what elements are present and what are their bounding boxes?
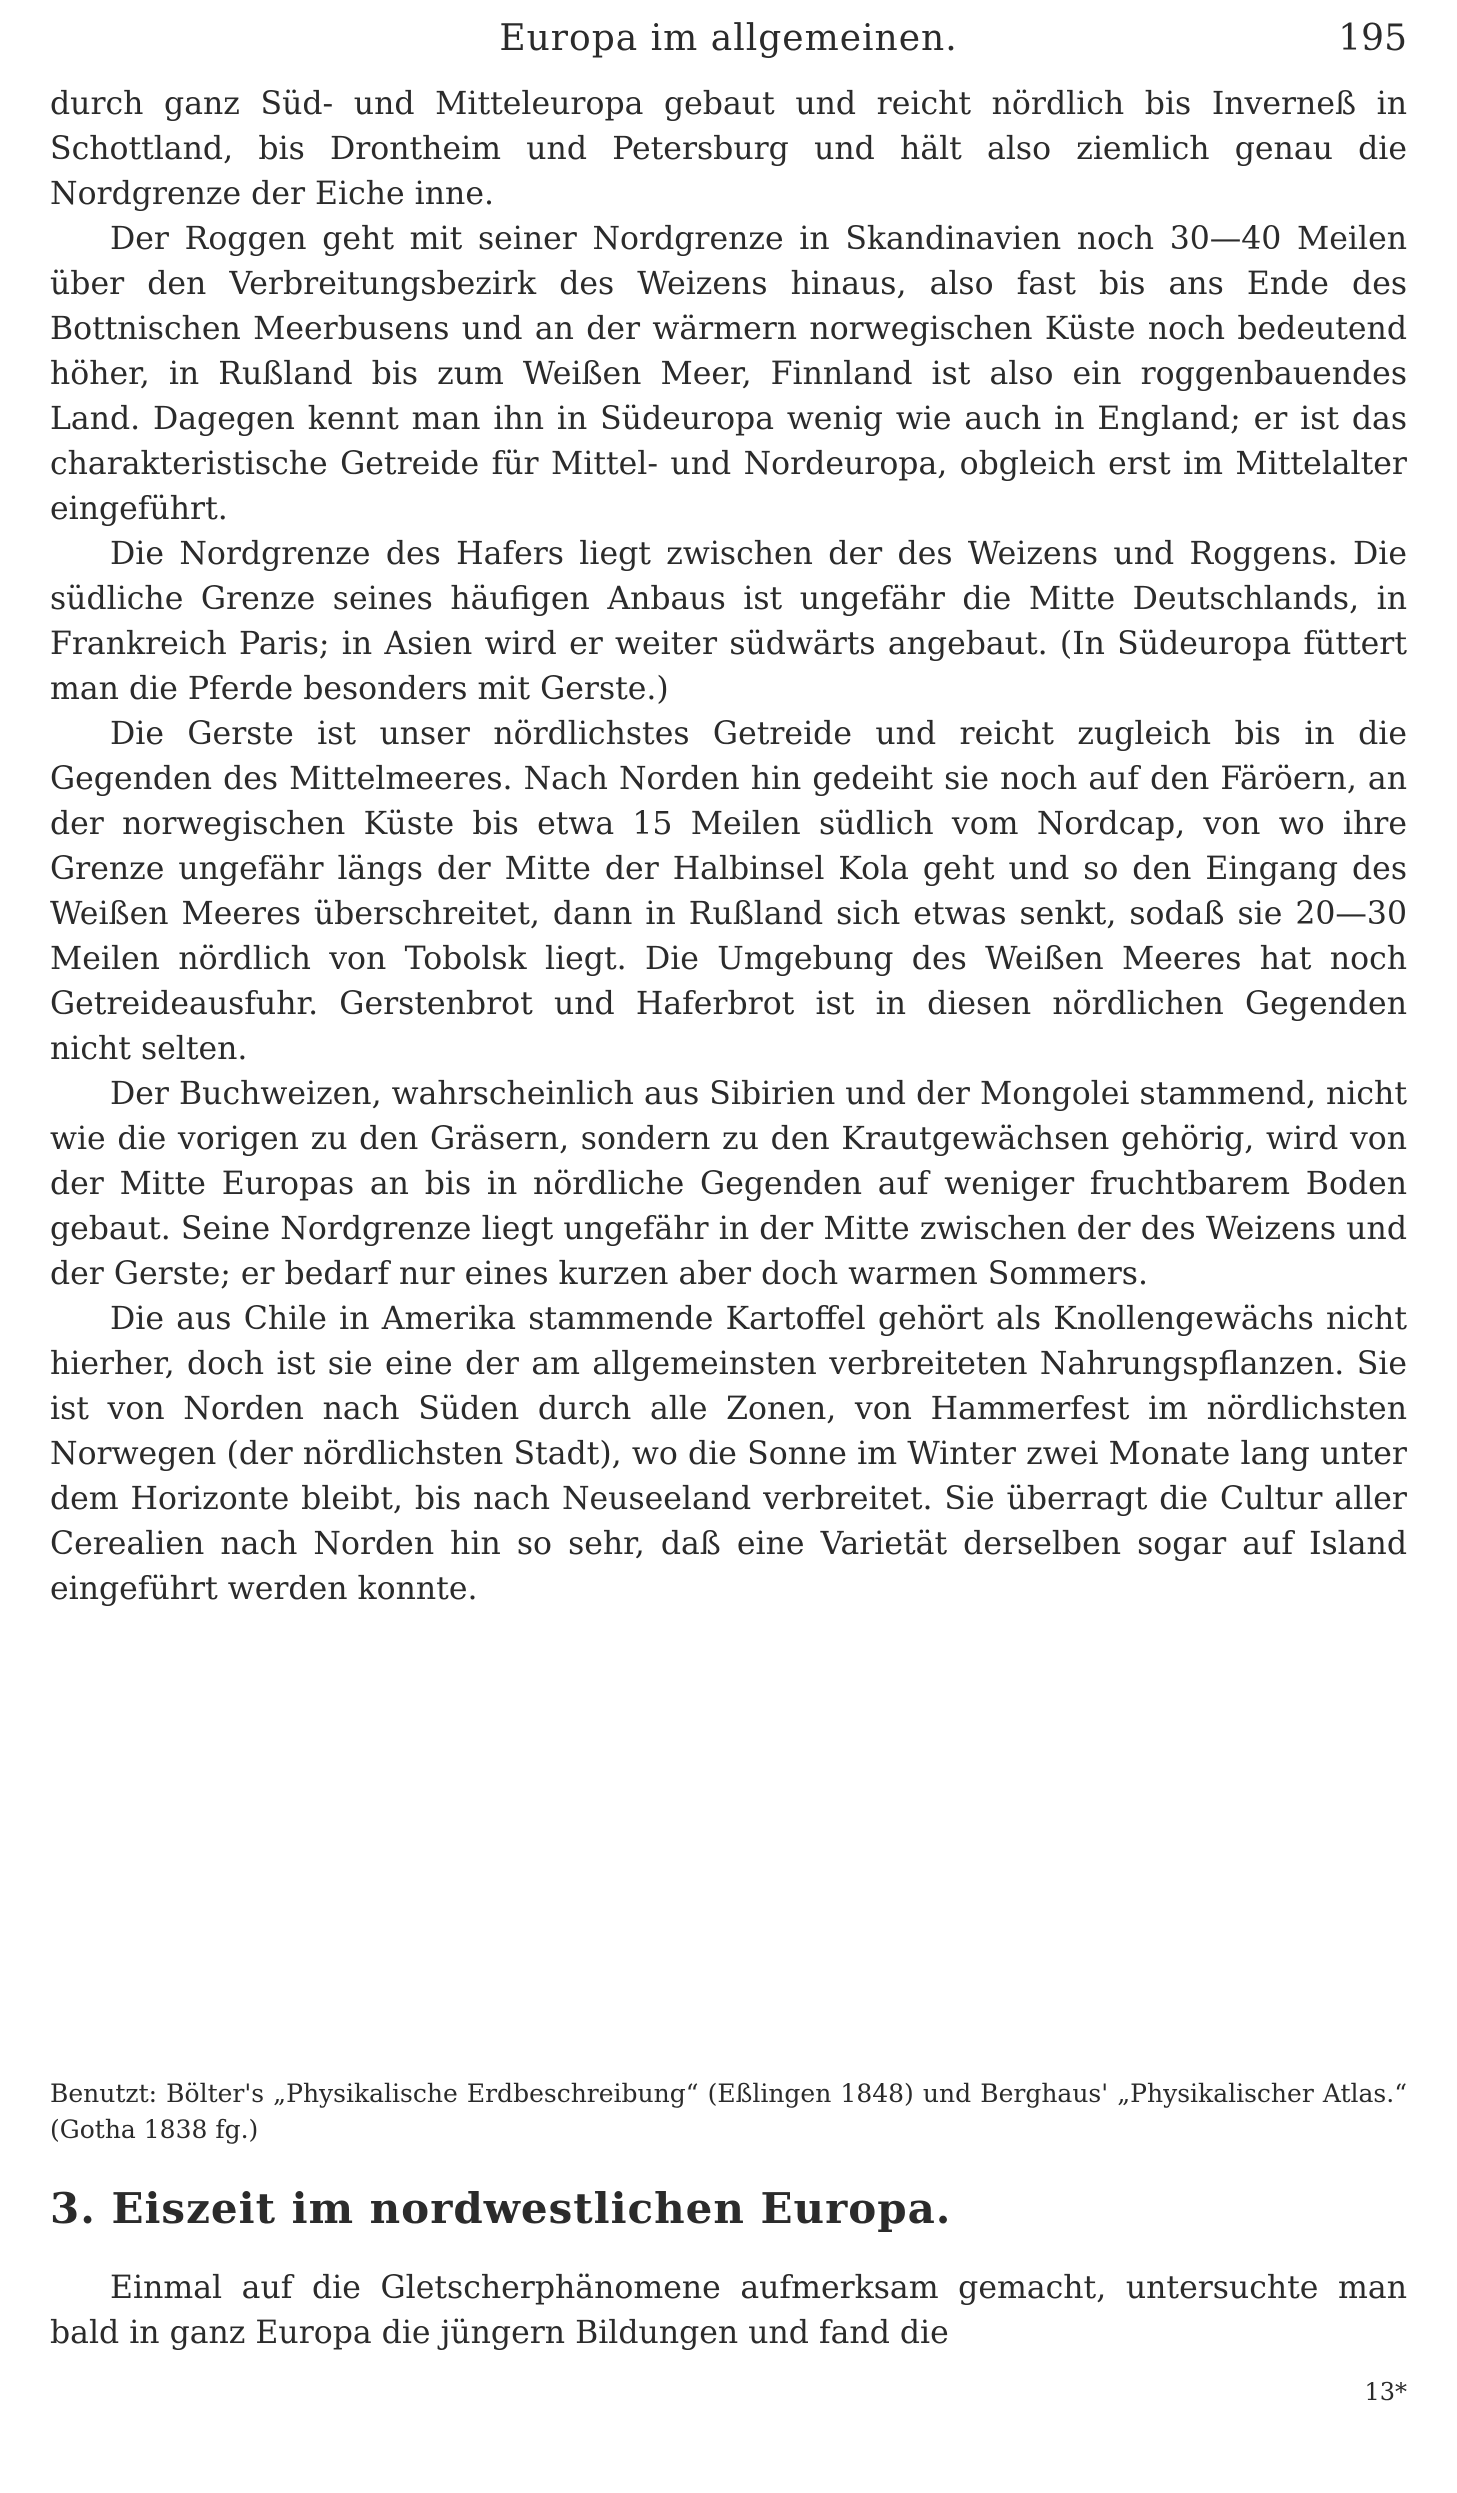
paragraph-kartoffel: Die aus Chile in Amerika stammende Kartoffel gehört als Knollengewächs nicht hierher, doch ist sie eine der am allgemeinsten verbreiteten Nahrungspflanzen. Sie ist von Norden nach Süden durch alle Zonen, von Hammerfest im nördlichsten Norwegen (der nördlichsten Stadt), wo die Sonne im Winter zwei Monate lang unter dem Horizonte bleibt, bis nach Neuseeland verbreitet. Sie überragt die Cultur aller Cerealien nach Norden hin so sehr, daß eine Varietät derselben sogar auf Island eingeführt werden konnte.	[50, 1301, 1407, 1607]
paragraph-weizen-continued: durch ganz Süd- und Mitteleuropa gebaut und reicht nördlich bis Inverneß in Schottland, bis Drontheim und Petersburg und hält also ziemlich genau die Nordgrenze der Eiche inne.	[50, 86, 1407, 212]
section-text	[50, 2266, 1407, 2356]
signature-mark: 13*	[1364, 2378, 1407, 2406]
source-note: Benutzt: Bölter's „Physikalische Erdbeschreibung“ (Eßlingen 1848) und Berghaus' „Physikalischer Atlas.“ (Gotha 1838 fg.)	[50, 2079, 1407, 2144]
page-number: 195	[1338, 18, 1407, 59]
paragraph-roggen: Der Roggen geht mit seiner Nordgrenze in Skandinavien noch 30—40 Meilen über den Verbreitungsbezirk des Weizens hinaus, also fast bis ans Ende des Bottnischen Meerbusens und an der wärmern norwegischen Küste noch bedeutend höher, in Rußland bis zum Weißen Meer, Finnland ist also ein roggenbauendes Land. Dagegen kennt man ihn in Südeuropa wenig wie auch in England; er ist das charakteristische Getreide für Mittel- und Nordeuropa, obgleich erst im Mittelalter eingeführt.	[50, 221, 1407, 527]
paragraph-buchweizen: Der Buchweizen, wahrscheinlich aus Sibirien und der Mongolei stammend, nicht wie die vorigen zu den Gräsern, sondern zu den Krautgewächsen gehörig, wird von der Mitte Europas an bis in nördliche Gegenden auf weniger fruchtbarem Boden gebaut. Seine Nordgrenze liegt ungefähr in der Mitte zwischen der des Weizens und der Gerste; er bedarf nur eines kurzen aber doch warmen Sommers.	[50, 1076, 1407, 1292]
section-heading: 3. Eiszeit im nordwestlichen Europa.	[50, 2184, 952, 2233]
paragraph-hafer: Die Nordgrenze des Hafers liegt zwischen der des Weizens und Roggens. Die südliche Grenze seines häufigen Anbaus ist ungefähr die Mitte Deutschlands, in Frankreich Paris; in Asien wird er weiter südwärts angebaut. (In Südeuropa füttert man die Pferde besonders mit Gerste.)	[50, 536, 1407, 707]
paragraph-gerste: Die Gerste ist unser nördlichstes Getreide und reicht zugleich bis in die Gegenden des Mittelmeeres. Nach Norden hin gedeiht sie noch auf den Färöern, an der norwegischen Küste bis etwa 15 Meilen südlich vom Nordcap, von wo ihre Grenze ungefähr längs der Mitte der Halbinsel Kola geht und so den Eingang des Weißen Meeres überschreitet, dann in Rußland sich etwas senkt, sodaß sie 20—30 Meilen nördlich von Tobolsk liegt. Die Umgebung des Weißen Meeres hat noch Getreideausfuhr. Gerstenbrot und Haferbrot ist in diesen nördlichen Gegenden nicht selten.	[50, 716, 1407, 1067]
running-head	[50, 18, 1407, 78]
section-paragraph: Einmal auf die Gletscherphänomene aufmerksam gemacht, untersuchte man bald in ganz Europa die jüngern Bildungen und fand die	[50, 2270, 1407, 2351]
body-text	[50, 82, 1407, 1612]
running-head-title: Europa im allgemeinen.	[499, 18, 958, 59]
